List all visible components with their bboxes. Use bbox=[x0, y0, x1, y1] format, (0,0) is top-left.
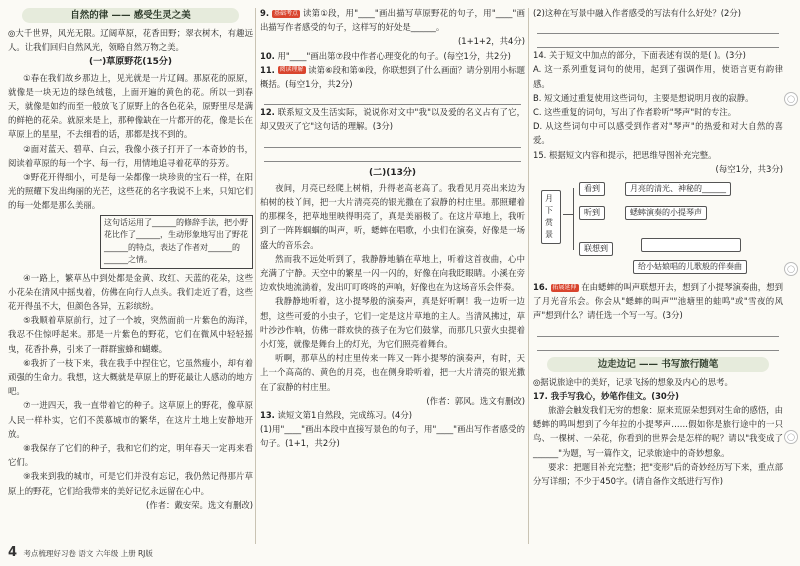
mind-map-branch-imagine: 联想到 bbox=[579, 242, 613, 256]
question-16: 16. 拓展延伸 在由蟋蟀的叫声联想开去，想到了小提琴演奏曲，想到了月光音乐会。你会从"蟋蟀的叫声""池塘里的蛙鸣"或"雪夜的风声"想到什么？请任选一个写一写。(3分) bbox=[533, 282, 783, 321]
page-footer bbox=[8, 545, 153, 560]
connector bbox=[573, 188, 574, 250]
answer-line[interactable] bbox=[537, 337, 779, 351]
paragraph-9: ⑨我来到我的城市，可是它们并没有忘记，我仍然记得那片草原上的野花，它们给我带来的美好记忆永远留在心中。 bbox=[8, 471, 253, 496]
answer-line[interactable] bbox=[537, 323, 779, 337]
source-credit: (作者：郭风。选文有删改) bbox=[426, 395, 525, 406]
paragraph-2: ②面对蓝天、碧草、白云，我像小孩子打开了一本奇妙的书，阅读着草原的每一个字、每一行，用情地追寻着花草的芬芳。 bbox=[8, 143, 253, 168]
question-12: 12. 联系短文及生活实际，说说你对文中"我"以及爱的名义占有了它，却又毁灭了它"这句话的理解。(3分) bbox=[260, 107, 525, 132]
option-b[interactable]: B. 短文通过重复使用这些词句，主要是想说明月夜的寂静。 bbox=[533, 92, 754, 103]
question-13-2: (2)这种在写景中融入作者感受的写法有什么好处？(2分) bbox=[533, 8, 741, 18]
paragraph-1: ①春在我们故乡那边上，见光就是一片辽阔。那原花的原原，就像是一块无边的绿色绒毯，上面开遍的黄色的花。所以一到春天，就像是如约而至一般放飞了原野上的各色花朵，原野里尽是满的鲜艳的花朵。就原来是上，那种像缺在一片都开的花，像是长在草原上的星星，不去细看的话，那都是找不到的。 bbox=[8, 72, 253, 140]
paragraph-6: ⑥我折了一枝下来，我在我手中捏住它，它虽然瘦小，却有着顽强的生命力。我想，这大概就是草原上的野花最让人感动的地方吧。 bbox=[8, 357, 253, 397]
answer-line[interactable] bbox=[264, 91, 521, 105]
mind-map-text-hear: 蟋蟀演奏的小提琴声 bbox=[625, 206, 707, 220]
question-17-requirements: 要求：把题目补充完整；把"变形"后的奇妙经历写下来，重点部分写详细；不少于450字。(请自备作文纸进行写作) bbox=[533, 461, 783, 487]
mind-map-text-imagine: 给小姑娘唱的儿歌般的伴奏曲 bbox=[633, 260, 747, 274]
source-credit: (作者：戴安荣。选文有删改) bbox=[145, 499, 253, 510]
mind-map-branch-see: 看到 bbox=[579, 182, 605, 196]
question-17: 17. 我手写我心，妙笔作佳文。(30分) bbox=[533, 390, 679, 401]
passage-paragraph: 听啊，那草丛的村庄里传来一阵又一阵小提琴的演奏声，有时，天上一个高高的、黄色的月亮，也在侧身聆听着，把一大片清亮的银光撒在了寂静的村庄里。 bbox=[260, 353, 525, 392]
connector bbox=[563, 214, 573, 215]
annotation-question-box: 这句话运用了______的修辞手法，把小野花比作了______，生动形象地写出了野花______的特点，表达了作者对______的______之情。 bbox=[100, 215, 253, 269]
writing-intro: ◎据说旅途中的美好，记录飞扬的想象及内心的思考。 bbox=[533, 376, 733, 387]
writing-banner: 边走边记 —— 书写旅行随笔 bbox=[547, 357, 769, 372]
question-tag: 基础考点 bbox=[274, 9, 299, 17]
question-13: 13. 读短文第1自然段，完成练习。(4分) bbox=[260, 410, 412, 421]
answer-line[interactable] bbox=[537, 34, 779, 48]
column-divider bbox=[255, 8, 256, 544]
paragraph-5: ⑤我顺着草原前行，过了一个坡，突然面前一片紫色的海洋，我忍不住惊呼起来。那是一片紫色的野花，它们在微风中轻轻摇曳，花香扑鼻，引来了一群群蜜蜂和蝴蝶。 bbox=[8, 315, 253, 354]
section-title: (一)草原野花(15分) bbox=[89, 57, 172, 68]
answer-line[interactable] bbox=[537, 20, 779, 34]
question-13-1: (1)用"____"画出本段中直接写景色的句子，用"____"画出写作者感受的句子。(1+1，共2分) bbox=[260, 424, 525, 449]
section-title: (二)(13分) bbox=[369, 167, 416, 178]
mind-map bbox=[533, 180, 783, 278]
option-c[interactable]: C. 这些重复的词句，写出了作者聆听"琴声"时的专注。 bbox=[533, 107, 737, 118]
question-11: 11. 阅读理解 读第⑥段和第⑧段，你联想到了什么画面？请分别用小标题概括。(每空1分，共2分) bbox=[260, 64, 526, 90]
theme-banner: 自然的律 —— 感受生灵之美 bbox=[22, 8, 239, 23]
question-17-text: 旅游会触发我们无穷的想象：原来荒原朵想到对生命的感悟，由蟋蟀的鸣叫想到了今年拉的小提琴声……假如你是旅行途中的一只鸟、一棵树、一朵花，你看到的世界会是怎样的呢？请以"我变成了______"为题，写一篇作文，记录旅途中的奇妙想象。 bbox=[533, 405, 783, 458]
paragraph-7: ⑦一进四天，我一直带着它的种子。这草原上的野花，像草原人民一样朴实，它们不羡慕城市的繁华，在这片土地上安静地开放。 bbox=[8, 400, 253, 439]
column-divider bbox=[528, 8, 529, 544]
question-10: 10. 用"____"画出第⑦段中作者心理变化的句子。(每空1分，共2分) bbox=[260, 50, 511, 61]
paragraph-3: ③野花开得细小，可是每一朵都像一块珍贵的宝石一样，在阳光的照耀下发出绚丽的光芒，这些花的名字我说不上来，只知它们的每一处都是那么美丽。 bbox=[8, 172, 253, 211]
question-15: 15. 根据短文内容和提示，把思维导图补充完整。 bbox=[533, 149, 717, 160]
left-column bbox=[8, 6, 253, 512]
margin-mark-icon: ◯ bbox=[784, 92, 798, 106]
answer-line[interactable] bbox=[264, 134, 521, 148]
theme-intro: ◎大千世界，风光无限。辽阔草原，花香田野；翠衣树木，有趣远人。让我们回归自然风光，领略自然万物之美。 bbox=[8, 28, 253, 53]
middle-column bbox=[260, 6, 525, 451]
right-column bbox=[533, 6, 783, 488]
question-9-score: (1+1+2，共4分) bbox=[457, 36, 525, 47]
paragraph-8: ⑧我保存了它们的种子，我和它们约定，明年春天一定再来看它们。 bbox=[8, 443, 253, 468]
margin-mark-icon: ◯ bbox=[784, 430, 798, 444]
question-9: 9. 基础考点 读第①段，用"____"画出描写草原野花的句子，用"____"画出描写作者感受的句子，这样写的好处是______。 bbox=[260, 8, 526, 33]
mind-map-branch-hear: 听到 bbox=[579, 206, 605, 220]
question-tag: 拓展延伸 bbox=[552, 283, 577, 291]
page-number: 4 bbox=[8, 545, 18, 560]
passage-paragraph: 我静静地听着，这小提琴般的演奏声，真是好听啊！我一边听一边想，这些可爱的小虫子，它们一定是这片草地的主人。当清风拂过，草叶沙沙作响，仿佛一群欢快的孩子在为它们鼓掌，而那几只萤火虫提着小灯笼，就像是舞台上的灯光，为它们照亮着舞台。 bbox=[260, 296, 525, 350]
question-15-score: (每空1分，共3分) bbox=[715, 163, 783, 174]
option-d[interactable]: D. 从这些词句中可以感受到作者对"琴声"的热爱和对大自然的喜爱。 bbox=[533, 121, 783, 146]
option-a[interactable]: A. 这一系列重复词句的使用，起到了强调作用，使语言更有韵律感。 bbox=[533, 64, 783, 89]
footer-text: 考点梳理好习卷 语文 六年级 上册 RJ版 bbox=[23, 549, 153, 558]
question-14: 14. 关于短文中加点的部分，下面表述有误的是( )。(3分) bbox=[533, 50, 746, 61]
question-tag: 阅读理解 bbox=[279, 66, 304, 74]
margin-mark-icon: ◯ bbox=[784, 262, 798, 276]
mind-map-text-see[interactable]: 月亮的清光、神秘的______ bbox=[625, 182, 731, 196]
paragraph-4: ④一路上，繁草丛中到处都是金黄、玫红、天蓝的花朵，这些小花朵在清风中摇曳着，仿佛在向行人点头。我们走近了看，这些花开得虽不大，但颜色各异，五彩缤纷。 bbox=[8, 272, 253, 312]
passage-paragraph: 然而我不远处听到了，我静静地躺在草地上，听着这首夜曲，心中充满了宁静。天空中的繁星一闪一闪的，好像在向我眨眼睛。小溪在旁边欢快地流淌着，发出叮叮咚咚的声响，好像也在为这场音乐会伴奏。 bbox=[260, 253, 525, 293]
answer-line[interactable] bbox=[264, 148, 521, 162]
mind-map-center: 月下赏景 bbox=[541, 190, 561, 244]
mind-map-blank[interactable] bbox=[641, 238, 741, 252]
passage-paragraph: 夜间，月亮已经爬上树梢，升得老高老高了。我看见月亮出来边为柏树的枝丫间，把一大片清亮亮的银光撒在了寂静的村庄里。那照耀着的那棵冬，把草地里映得明亮了，真是美丽极了。在这片草地上，我听到了一阵阵蝈蝈的叫声，听，蟋蟀在唱歌，小虫们在演奏，好像是一场盛大的音乐会。 bbox=[260, 182, 525, 250]
